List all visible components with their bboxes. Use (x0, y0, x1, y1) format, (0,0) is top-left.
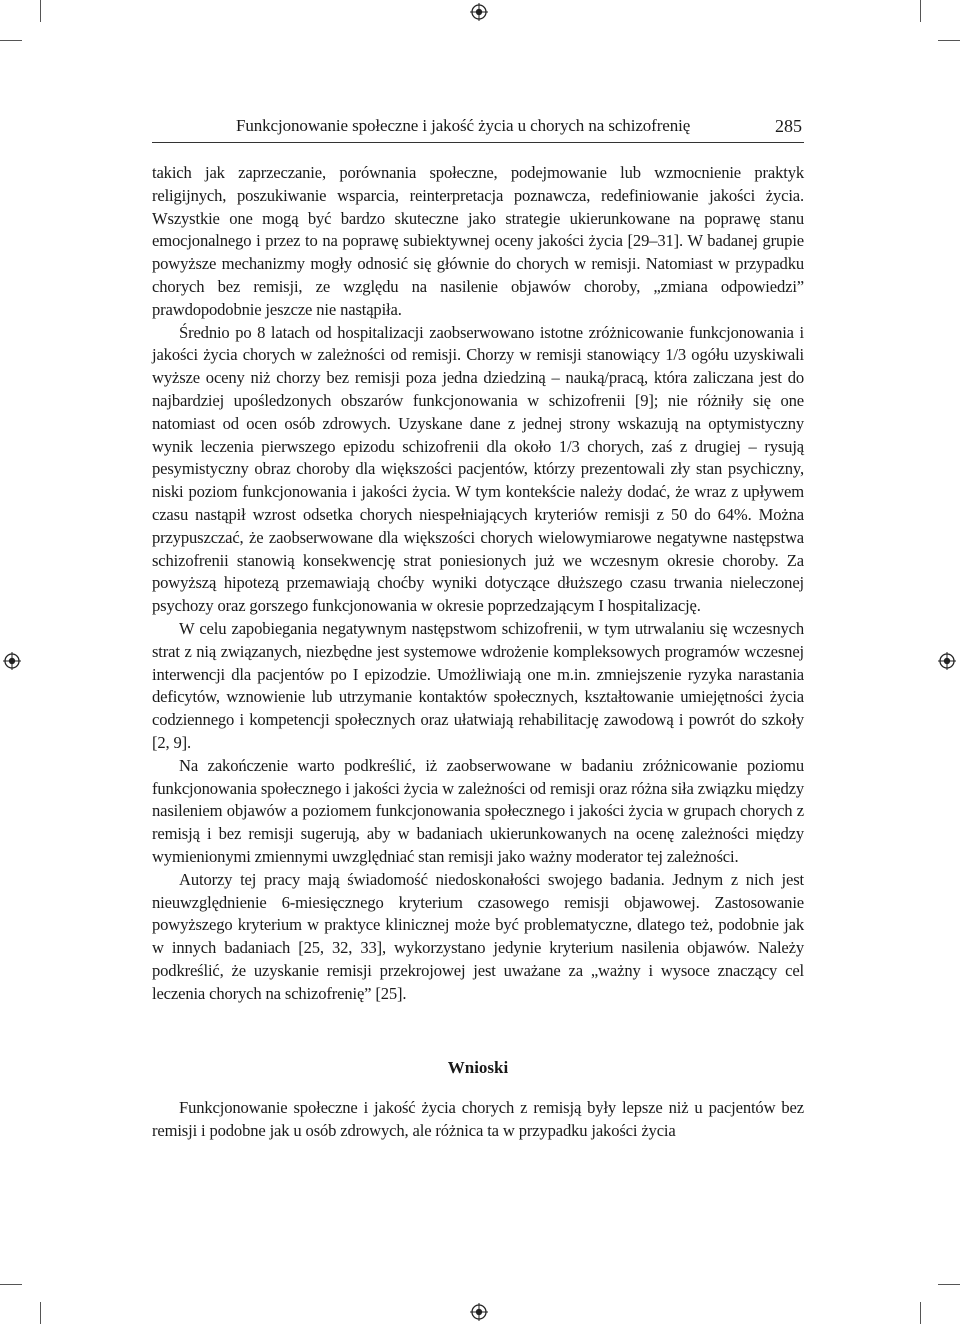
conclusions-text (152, 1097, 804, 1143)
body-text (152, 162, 804, 1005)
crop-mark (938, 1284, 960, 1285)
crop-mark (0, 40, 22, 41)
paragraph: Na zakończenie warto podkreślić, iż zaobserwowane w badaniu zróżnicowanie poziomu funkcjonowania społecznego i jakości życia w zależności od remisji oraz różna siła związku między nasileniem objawów a poziomem funkcjonowania społecznego i jakości życia w grupach chorych z remisją i bez remisji sugerują, aby w badaniach ukierunkowanych na ocenę zależności między wymienionymi zmiennymi uwzględniać stan remisji jako ważny moderator tej zależności. (152, 755, 804, 866)
paragraph: Średnio po 8 latach od hospitalizacji zaobserwowano istotne zróżnicowanie funkcjonowania i jakości życia chorych w zależności od remisji. Chorzy w remisji stanowiący 1/3 ogółu uzyskiwali wyższe oceny niż chorzy bez remisji poza jedna dziedziną – nauką/pracą, która zaliczana jest do najbardziej upośledzonych obszarów funkcjonowania w schizofrenii [9]; nie różniły się one natomiast od ocen osób zdrowych. Uzyskane dane z jednej strony wskazują na optymistyczny wynik leczenia pierwszego epizodu schizofrenii dla około 1/3 chorych, zaś z drugiej – rysują pesymistyczny obraz choroby dla większości pacjentów, którzy prezentowali zły stan psychiczny, niski poziom funkcjonowania i jakości życia. W tym kontekście należy dodać, że wraz z upływem czasu nastąpił wzrost odsetka chorych niespełniających kryteriów remisji z 50 do 64%. Można przypuszczać, że zaobserwowane dla większości chorych wielowymiarowe negatywne następstwa schizofrenii stanowią konsekwencję strat poniesionych już we wczesnym okresie choroby. Za powyższą hipotezą przemawiają choćby wyniki dotyczące dłuższego czasu trwania nieleczonej psychozy oraz gorszego funkcjonowania w okresie poprzedzającym I hospitalizację. (152, 322, 804, 616)
paragraph: Funkcjonowanie społeczne i jakość życia chorych z remisją były lepsze niż u pacjentów bez remisji i podobne jak u osób zdrowych, ale różnica ta w przypadku jakości życia (152, 1098, 804, 1140)
registration-mark-icon (470, 1303, 488, 1321)
registration-mark-icon (470, 3, 488, 21)
paragraph: takich jak zaprzeczanie, porównania społeczne, podejmowanie lub wzmocnienie praktyk religijnych, poszukiwanie wsparcia, reinterpretacja poznawcza, redefiniowanie jakości życia. Wszystkie one mogą być bardzo skuteczne jako strategie ukierunkowane na poprawę stanu emocjonalnego i przez to na poprawę subiektywnej oceny jakości życia [29–31]. W badanej grupie powyższe mechanizmy mogły odnosić się głównie do chorych w remisji. Natomiast w przypadku chorych bez remisji, ze względu na nasilenie objawów choroby, „zmiana odpowiedzi” prawdopodobnie jeszcze nie nastąpiła. (152, 163, 804, 319)
crop-mark (40, 1302, 41, 1324)
crop-mark (938, 40, 960, 41)
crop-mark (920, 0, 921, 22)
crop-mark (0, 1284, 22, 1285)
section-heading: Wnioski (447, 1058, 509, 1077)
registration-mark-icon (938, 652, 956, 670)
page-number: 285 (775, 116, 802, 136)
registration-mark-icon (3, 652, 21, 670)
crop-mark (920, 1302, 921, 1324)
crop-mark (40, 0, 41, 22)
running-header (152, 116, 804, 143)
paragraph: Autorzy tej pracy mają świadomość niedoskonałości swojego badania. Jednym z nich jest nieuwzględnienie 6-miesięcznego kryterium czasowego remisji objawowej. Zastosowanie powyższego kryterium w praktyce klinicznej może być problematyczne, dlatego też, podobnie jak w innych badaniach [25, 32, 33], wykorzystano jedynie kryterium nasilenia objawów. Należy podkreślić, że uzyskanie remisji przekrojowej jest uważane za „ważny i wysoce znaczący cel leczenia chorych na schizofrenię” [25]. (152, 869, 804, 1003)
paragraph: W celu zapobiegania negatywnym następstwom schizofrenii, w tym utrwalaniu się wczesnych strat z nią związanych, niezbędne jest systemowe wdrożenie kompleksowych programów wczesnej interwencji dla pacjentów po I epizodzie. Umożliwiają one m.in. zmniejszenie ryzyka narastania deficytów, wznowienie lub utrzymanie kontaktów społecznych, kształtowanie umiejętności życia codziennego i kompetencji społecznych oraz ułatwiają rehabilitację zawodową i powrót do szkoły [2, 9]. (152, 618, 804, 752)
running-title: Funkcjonowanie społeczne i jakość życia u chorych na schizofrenię (236, 116, 691, 135)
